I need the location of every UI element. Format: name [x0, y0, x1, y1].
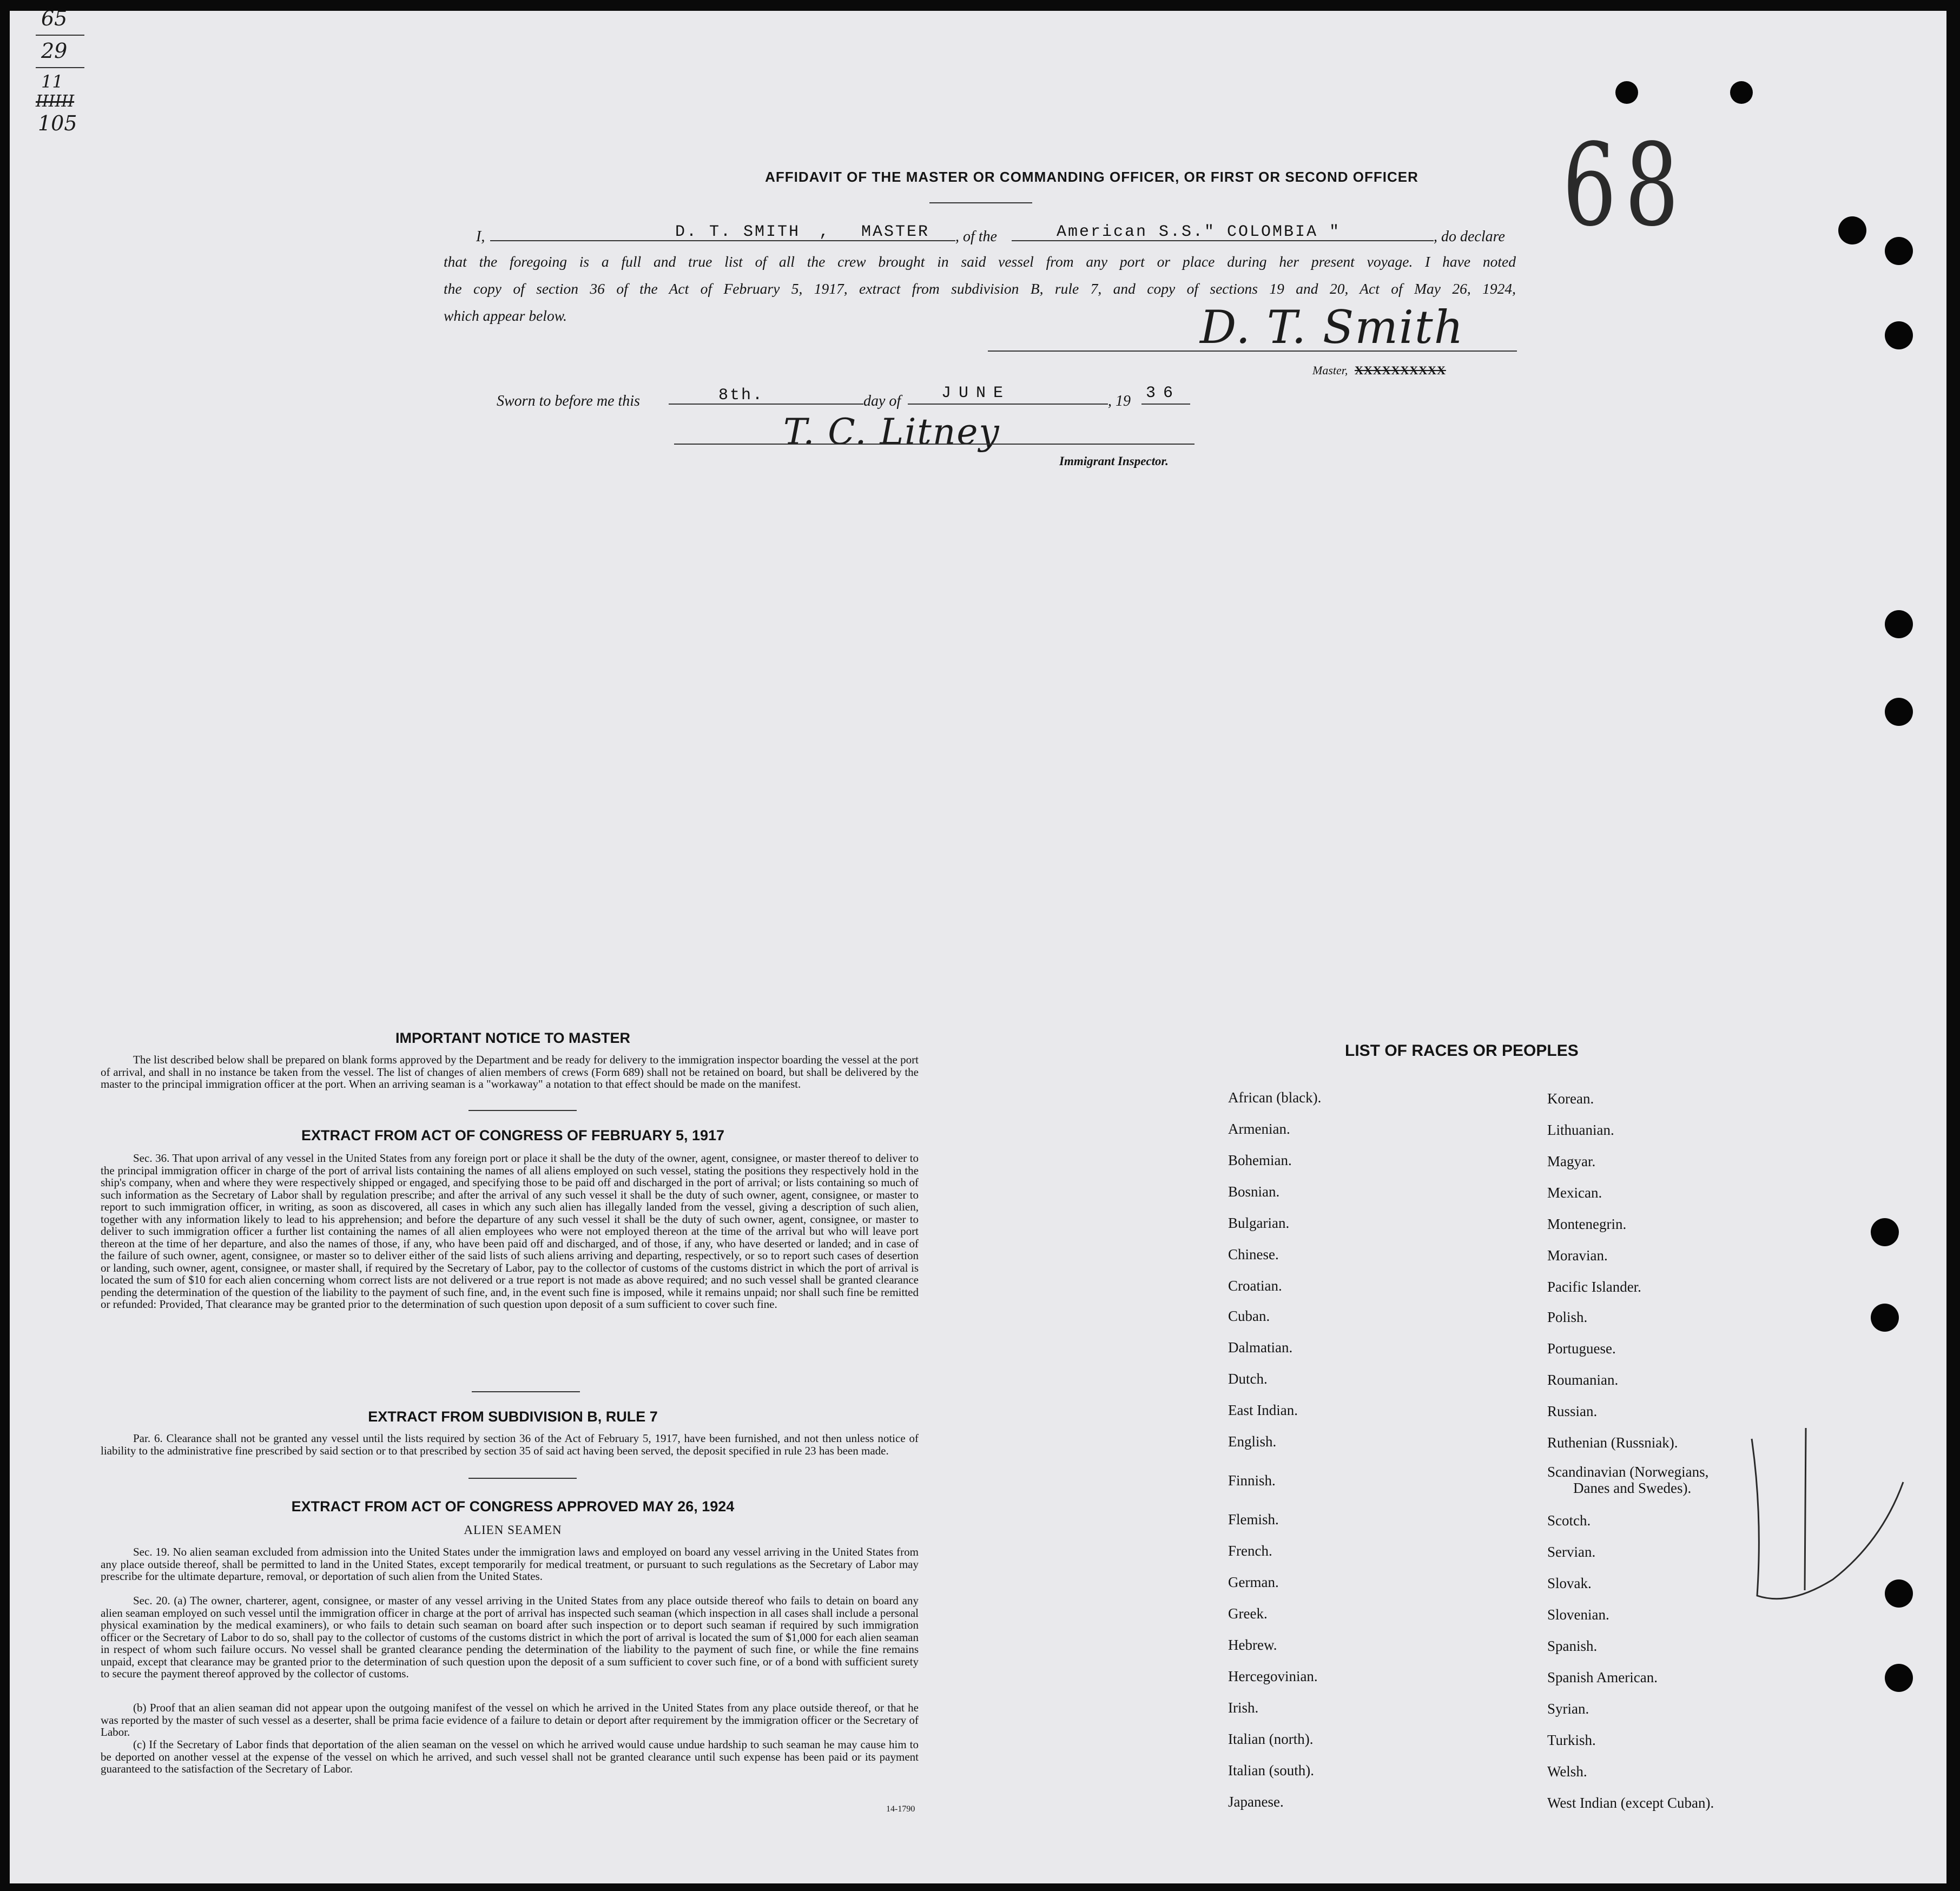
race-item: Korean. — [1547, 1090, 1594, 1107]
affidavit-title: AFFIDAVIT OF THE MASTER OR COMMANDING OFFICER, OR FIRST OR SECOND OFFICER — [765, 169, 1418, 185]
race-item: Scotch. — [1547, 1512, 1591, 1529]
i-label: I, — [476, 228, 485, 245]
race-item: Slovenian. — [1547, 1606, 1609, 1623]
race-item: Greek. — [1228, 1605, 1268, 1622]
tally-65: 65 — [41, 11, 68, 30]
master-struck-text: XXXXXXXXXX — [1355, 363, 1446, 377]
affidavit-body-line1: that the foregoing is a full and true list of all the crew brought in said vessel from any port or place during her present voyage. I have noted — [444, 253, 1516, 270]
affidavit-form-page — [10, 11, 1946, 1883]
race-item: Spanish. — [1547, 1638, 1598, 1654]
inspector-signature: T. C. Litney — [783, 411, 1000, 453]
race-item: East Indian. — [1228, 1402, 1298, 1418]
inspector-label: Immigrant Inspector. — [1059, 454, 1169, 468]
race-item: Turkish. — [1547, 1732, 1596, 1748]
extract-rule7-text: Par. 6. Clearance shall not be granted any vessel until the lists required by section 36 of the Act of February 5, 1917, have been furnished, and not then unless notice of liability to the administrative fine prescribed by said section or to that prescribed by section 35 of said act having been served, the deposit specified in rule 23 has been made. — [101, 1432, 919, 1457]
punch-hole — [1885, 610, 1913, 638]
punch-hole — [1871, 1218, 1899, 1246]
day-of-label: day of — [863, 393, 901, 409]
punch-hole — [1885, 1664, 1913, 1692]
race-item: Slovak. — [1547, 1575, 1592, 1591]
race-item: Italian (north). — [1228, 1731, 1314, 1747]
sworn-label: Sworn to before me this — [497, 393, 640, 409]
races-title: LIST OF RACES OR PEOPLES — [1345, 1042, 1579, 1060]
punch-hole — [1838, 216, 1866, 244]
notice-title: IMPORTANT NOTICE TO MASTER — [395, 1030, 630, 1046]
sworn-month: JUNE — [941, 384, 1011, 402]
race-item: Mexican. — [1547, 1185, 1602, 1201]
race-item: Polish. — [1547, 1309, 1588, 1325]
race-item: Moravian. — [1547, 1247, 1608, 1264]
race-item: Irish. — [1228, 1700, 1259, 1716]
punch-hole — [1885, 698, 1913, 726]
notice-text: The list described below shall be prepared on blank forms approved by the Department and be ready for delivery to the immigration inspector boarding the vessel at the port of arrival, and shall in no instance be taken from the vessel. The list of changes of alien members of crews (Form 689) shall not be retained on board, but shall be delivered by the master to the principal immigration officer at the port. When an arriving seaman is a "workaway" a notation to that effect should be made on the manifest. — [101, 1053, 919, 1090]
race-item: Japanese. — [1228, 1794, 1284, 1810]
race-item: Roumanian. — [1547, 1372, 1619, 1388]
race-item: West Indian (except Cuban). — [1547, 1795, 1714, 1811]
extract-1917-title: EXTRACT FROM ACT OF CONGRESS OF FEBRUARY 5, 1917 — [301, 1127, 725, 1143]
extract-1924-subtitle: ALIEN SEAMEN — [464, 1523, 562, 1537]
race-item: Dutch. — [1228, 1371, 1268, 1387]
tally-11: 11 — [41, 71, 63, 92]
race-item: Danes and Swedes). — [1573, 1480, 1692, 1496]
race-item: Hercegovinian. — [1228, 1668, 1318, 1684]
race-item: Bulgarian. — [1228, 1215, 1290, 1231]
punch-hole — [1885, 237, 1913, 265]
race-item: Servian. — [1547, 1544, 1596, 1560]
extract-1924-sec20c: (c) If the Secretary of Labor finds that deportation of the alien seaman on the vessel on which he arrived would cause undue hardship to such seaman he may cause him to be deported on another vessel at the expense of the vessel on which he arrived, and such vessel shall not be granted clearance until such expense has been paid or its payment guaranteed to the satisfaction of the Secretary of Labor. — [101, 1738, 919, 1775]
race-item: Hebrew. — [1228, 1637, 1277, 1653]
handwritten-page-number: 68 — [1562, 119, 1687, 252]
extract-1917-text: Sec. 36. That upon arrival of any vessel in the United States from any foreign port or place it shall be the duty of the owner, agent, consignee, or master thereof to deliver to the principal immigration officer in charge of the port of arrival lists containing the names of all aliens employed on such vessel, stating the positions they respectively hold in the ship's company, when and where they were respectively shipped or engaged, and specifying those to be paid off and discharged in the port of arrival; or lists containing so much of such information as the Secretary of Labor shall by regulation prescribe; and after the arrival of any such vessel it shall be the duty of such owner, agent, consignee, or master to report to such immigration officer, in writing, as soon as discovered, all cases in which any such alien has illegally landed from the vessel, giving a description of such alien, together with any information likely to lead to his apprehension; and before the departure of any such vessel it shall be the duty of such owner, agent, consignee, or master to deliver to such immigration officer a further list containing the names of all alien employees who were not employed thereon at the time of the arrival but who will leave port thereon at the time of her departure, and also the names of those, if any, who have been paid off and discharged, and of those, if any, who have deserted or landed; and in case of the failure of such owner, agent, consignee, or master so to deliver either of the said lists of such aliens arriving and departing, respectively, or so to report such cases of desertion or landing, such owner, agent, consignee, or master shall, if required by the Secretary of Labor, pay to the collector of customs of the customs district in which the port of arrival is located the sum of $10 for each alien concerning whom correct lists are not delivered or a true report is not made as above required; and no such vessel shall be granted clearance pending the determination of the question of the liability to the payment of such fine, and, in the event such fine is imposed, while it remains unpaid; nor shall such fine be remitted or refunded: Provided, That clearance may be granted prior to the determination of such question upon deposit of a sum sufficient to cover such fine. — [101, 1152, 919, 1311]
race-item: Chinese. — [1228, 1246, 1279, 1262]
race-item: Cuban. — [1228, 1308, 1270, 1324]
do-declare-label: , do declare — [1434, 228, 1505, 245]
master-label: Master, — [1312, 363, 1348, 377]
race-item: African (black). — [1228, 1089, 1322, 1106]
punch-hole — [1871, 1304, 1899, 1332]
race-item: Portuguese. — [1547, 1340, 1616, 1357]
race-item: Welsh. — [1547, 1763, 1587, 1780]
master-rank: MASTER — [861, 223, 930, 241]
punch-hole — [1615, 81, 1638, 104]
of-the-label: , of the — [955, 228, 997, 245]
race-item: Flemish. — [1228, 1511, 1279, 1528]
race-item: Spanish American. — [1547, 1669, 1658, 1685]
race-item: Scandinavian (Norwegians, — [1547, 1464, 1709, 1480]
punch-hole — [1730, 81, 1753, 104]
master-signature: D. T. Smith — [1200, 301, 1464, 354]
handwritten-check-mark — [1741, 1417, 1914, 1623]
race-item: Pacific Islander. — [1547, 1279, 1641, 1295]
year-prefix: , 19 — [1108, 393, 1131, 409]
race-item: Russian. — [1547, 1403, 1598, 1419]
name-comma: , — [819, 223, 831, 241]
affidavit-body-line2: the copy of section 36 of the Act of February 5, 1917, extract from subdivision B, rule 7, and copy of sections 19 and 20, Act of May 26, 1924, — [444, 280, 1516, 297]
race-item: Croatian. — [1228, 1278, 1282, 1294]
race-item: Finnish. — [1228, 1472, 1276, 1489]
race-item: Ruthenian (Russniak). — [1547, 1434, 1678, 1451]
tally-105: 105 — [38, 111, 77, 135]
sworn-day: 8th. — [718, 386, 764, 405]
race-item: Bohemian. — [1228, 1152, 1292, 1168]
punch-hole — [1885, 321, 1913, 349]
master-name: D. T. SMITH — [675, 223, 801, 241]
race-item: Italian (south). — [1228, 1762, 1314, 1778]
affidavit-body-line3: which appear below. — [444, 307, 567, 324]
extract-1924-sec20a: Sec. 20. (a) The owner, charterer, agent, consignee, or master of any vessel arriving in the United States from any place outside thereof who fails to detain on board any alien seaman employed on such vessel until the immigration officer in charge at the port of arrival has inspected such seaman (which inspection in all cases shall include a personal physical examination by the medical examiners), or who fails to detain such seaman on board after such inspection or to deport such seaman if required by such immigration officer or the Secretary of Labor to do so, shall pay to the collector of customs of the customs district in which the port of arrival is located the sum of $1,000 for each alien seaman in respect of whom such failure occurs. No vessel shall be granted clearance pending the determination of the liability to the payment of such fine, or while the fine remains unpaid, except that clearance may be granted prior to the determination of such question upon the deposit of a sum sufficient to cover such fine, or of a bond with sufficient surety to secure the payment thereof approved by the collector of customs. — [101, 1594, 919, 1680]
race-item: English. — [1228, 1433, 1277, 1450]
tally-strokes: IIIIII — [36, 92, 75, 111]
extract-1924-sec20b: (b) Proof that an alien seaman did not appear upon the outgoing manifest of the vessel on which he arrived in the United States from any place outside thereof, or that he was reported by the master of such vessel as a deserter, shall be prima facie evidence of a failure to detain or deport after requirement by the immigration officer or the Secretary of Labor. — [101, 1701, 919, 1738]
vessel-name: American S.S." COLOMBIA " — [1057, 223, 1341, 241]
race-item: Syrian. — [1547, 1701, 1589, 1717]
race-item: Magyar. — [1547, 1153, 1596, 1169]
extract-1924-title: EXTRACT FROM ACT OF CONGRESS APPROVED MAY 26, 1924 — [291, 1498, 735, 1515]
race-item: Armenian. — [1228, 1121, 1290, 1137]
form-number: 14-1790 — [886, 1804, 915, 1814]
race-item: German. — [1228, 1574, 1279, 1590]
race-item: Dalmatian. — [1228, 1339, 1293, 1356]
tally-29: 29 — [41, 39, 68, 63]
extract-1924-sec19: Sec. 19. No alien seaman excluded from admission into the United States under the immigration laws and employed on board any vessel arriving in the United States from any place outside thereof, shall be permitted to land in the United States, except temporarily for medical treatment, or pursuant to such regulations as the Secretary of Labor may prescribe for the ultimate departure, removal, or deportation of such alien from the United States. — [101, 1545, 919, 1583]
sworn-year: 36 — [1146, 384, 1181, 402]
extract-rule7-title: EXTRACT FROM SUBDIVISION B, RULE 7 — [368, 1409, 658, 1425]
race-item: Montenegrin. — [1547, 1216, 1627, 1232]
race-item: Bosnian. — [1228, 1183, 1280, 1200]
race-item: French. — [1228, 1543, 1272, 1559]
race-item: Lithuanian. — [1547, 1122, 1614, 1138]
